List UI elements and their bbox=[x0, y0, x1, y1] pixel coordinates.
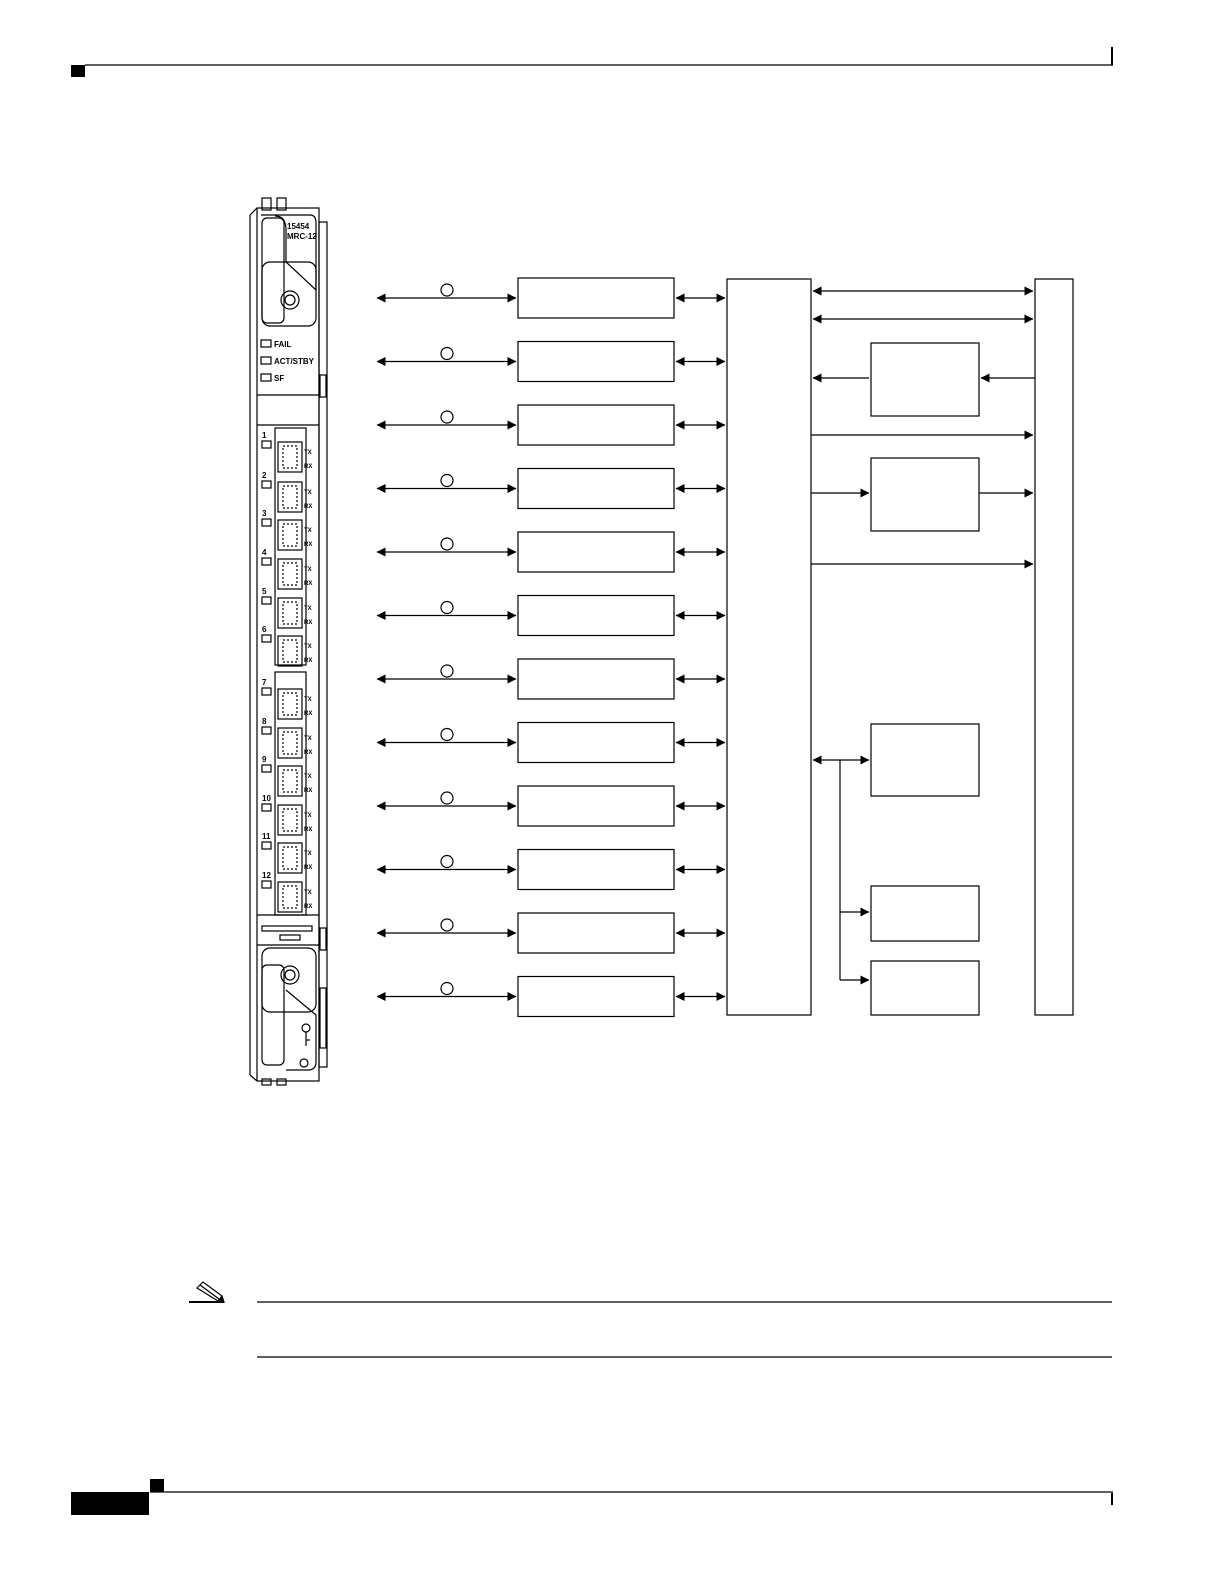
note-pencil-icon bbox=[189, 1282, 224, 1302]
tx-label: TX bbox=[304, 490, 312, 496]
sfp-block bbox=[518, 342, 674, 382]
port-number-label: 8 bbox=[262, 717, 267, 726]
port-row bbox=[377, 850, 725, 890]
tx-label: TX bbox=[304, 813, 312, 819]
rx-label: RX bbox=[304, 464, 313, 470]
port-row bbox=[377, 596, 725, 636]
tx-label: TX bbox=[304, 567, 312, 573]
callout-circle bbox=[441, 983, 453, 995]
sfp-block bbox=[518, 469, 674, 509]
port-number-label: 4 bbox=[262, 548, 267, 557]
card-name-line2: MRC-12 bbox=[287, 232, 317, 241]
sfp-block bbox=[518, 723, 674, 763]
callout-circle bbox=[441, 792, 453, 804]
port-number-label: 9 bbox=[262, 755, 267, 764]
tx-label: TX bbox=[304, 736, 312, 742]
port-row bbox=[377, 342, 725, 382]
card-name-line1: 15454 bbox=[287, 222, 310, 231]
callout-circle bbox=[441, 284, 453, 296]
port-row bbox=[377, 723, 725, 763]
port-row bbox=[377, 786, 725, 826]
rx-label: RX bbox=[304, 658, 313, 664]
right-block-1 bbox=[871, 343, 979, 416]
right-block-3 bbox=[871, 724, 979, 796]
rx-label: RX bbox=[304, 827, 313, 833]
port-number-label: 3 bbox=[262, 509, 267, 518]
tx-label: TX bbox=[304, 450, 312, 456]
led-fail-label: FAIL bbox=[274, 340, 292, 349]
page-header bbox=[71, 47, 1113, 77]
port-row bbox=[377, 405, 725, 445]
tx-label: TX bbox=[304, 890, 312, 896]
rx-label: RX bbox=[304, 711, 313, 717]
port-row bbox=[377, 469, 725, 509]
page-number-tab bbox=[71, 1492, 149, 1515]
right-block-4 bbox=[871, 886, 979, 941]
rx-label: RX bbox=[304, 620, 313, 626]
sfp-block bbox=[518, 596, 674, 636]
sfp-block bbox=[518, 850, 674, 890]
callout-circle bbox=[441, 856, 453, 868]
rx-label: RX bbox=[304, 865, 313, 871]
page-footer bbox=[71, 1479, 1113, 1515]
sfp-block bbox=[518, 913, 674, 953]
port-number-label: 7 bbox=[262, 678, 267, 687]
port-number-label: 12 bbox=[262, 871, 271, 880]
callout-circle bbox=[441, 475, 453, 487]
sfp-block bbox=[518, 659, 674, 699]
rx-label: RX bbox=[304, 750, 313, 756]
port-row bbox=[377, 977, 725, 1017]
faceplate-clip-lower bbox=[320, 928, 326, 950]
port-number-label: 5 bbox=[262, 587, 267, 596]
callout-circle bbox=[441, 348, 453, 360]
port-row bbox=[377, 532, 725, 572]
rx-label: RX bbox=[304, 904, 313, 910]
callout-circle bbox=[441, 538, 453, 550]
footer-marker bbox=[150, 1479, 164, 1492]
faceplate-clip-upper bbox=[320, 375, 326, 397]
port-row bbox=[377, 659, 725, 699]
port-number-label: 11 bbox=[262, 832, 271, 841]
port-number-label: 1 bbox=[262, 431, 267, 440]
sfp-block bbox=[518, 786, 674, 826]
header-marker bbox=[71, 65, 85, 77]
port-row bbox=[377, 278, 725, 318]
port-number-label: 10 bbox=[262, 794, 271, 803]
central-block bbox=[727, 279, 811, 1015]
tx-label: TX bbox=[304, 606, 312, 612]
sfp-block bbox=[518, 278, 674, 318]
port-row bbox=[377, 913, 725, 953]
tx-label: TX bbox=[304, 528, 312, 534]
right-block-5 bbox=[871, 961, 979, 1015]
callout-circle bbox=[441, 919, 453, 931]
right-block-2 bbox=[871, 458, 979, 531]
port-rows bbox=[377, 278, 725, 1017]
note-area bbox=[189, 1282, 1112, 1357]
rx-label: RX bbox=[304, 504, 313, 510]
tx-label: TX bbox=[304, 851, 312, 857]
led-act-stby-label: ACT/STBY bbox=[274, 357, 314, 366]
backplane-bus bbox=[1035, 279, 1073, 1015]
block-diagram bbox=[377, 278, 1073, 1017]
faceplate-clip-bottom bbox=[320, 988, 326, 1048]
led-sf-label: SF bbox=[274, 374, 285, 383]
callout-circle bbox=[441, 602, 453, 614]
rx-label: RX bbox=[304, 542, 313, 548]
tx-label: TX bbox=[304, 644, 312, 650]
callout-circle bbox=[441, 729, 453, 741]
tx-label: TX bbox=[304, 697, 312, 703]
callout-circle bbox=[441, 411, 453, 423]
sfp-block bbox=[518, 405, 674, 445]
sfp-block bbox=[518, 977, 674, 1017]
port-number-label: 2 bbox=[262, 471, 267, 480]
port-number-label: 6 bbox=[262, 625, 267, 634]
callout-circle bbox=[441, 665, 453, 677]
card-faceplate bbox=[250, 198, 327, 1085]
sfp-block bbox=[518, 532, 674, 572]
rx-label: RX bbox=[304, 788, 313, 794]
tx-label: TX bbox=[304, 774, 312, 780]
rx-label: RX bbox=[304, 581, 313, 587]
